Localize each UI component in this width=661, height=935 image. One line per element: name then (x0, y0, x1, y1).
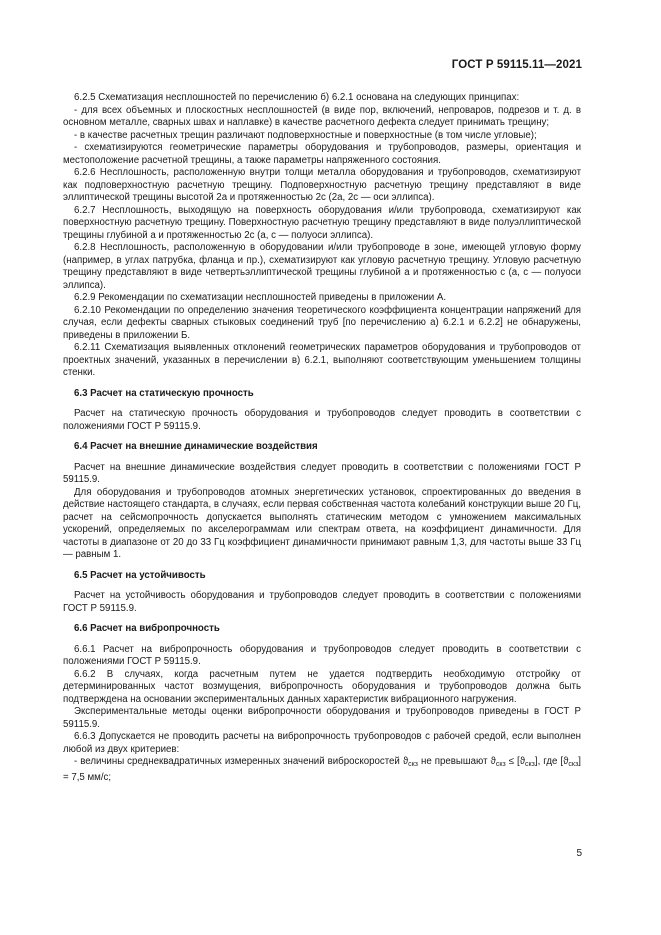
section-heading: 6.4 Расчет на внешние динамические воздействия (74, 441, 318, 452)
velocity-subscript: скз (495, 761, 506, 768)
velocity-symbol: ϑ (402, 756, 409, 767)
paragraph: Расчет на статическую прочность оборудования и трубопроводов следует проводить в соответствии с положениями ГОСТ Р 59115.9. (63, 408, 581, 432)
limit-value: ] = 7,5 мм/с; (63, 756, 581, 783)
paragraph: 6.2.11 Схематизация выявленных отклонений геометрических параметров оборудования и трубопроводов от проектных значений, указанных в перечислении в) 6.2.1, выполняют соответствующим уменьшением толщины стенки. (63, 342, 581, 378)
velocity-symbol: ϑ (490, 756, 496, 767)
document-id: ГОСТ Р 59115.11—2021 (451, 59, 582, 71)
criterion-text: - величины среднеквадратичных измеренных значений виброскоростей (74, 756, 400, 767)
paragraph: - в качестве расчетных трещин различают подповерхностные и поверхностные (в том числе угловые); (74, 129, 537, 141)
paragraph: 6.6.1 Расчет на вибропрочность оборудования и трубопроводов следует проводить в соответствии с положениями ГОСТ Р 59115.9. (63, 643, 581, 667)
paragraph: 6.2.9 Рекомендации по схематизации несплошностей приведены в приложении А. (74, 292, 447, 303)
criterion-tail: не превышают (421, 756, 488, 767)
paragraph: - схематизируются геометрические параметры оборудования и трубопроводов, размеры, ориентация и местоположение расчетной трещины, а также параметры напряженного состояния. (63, 142, 581, 166)
bracket-where: ], где [ (534, 756, 564, 767)
section-heading: 6.3 Расчет на статическую прочность (74, 387, 254, 399)
paragraph: - для всех объемных и плоскостных несплошностей (в виде пор, включений, непроваров, подрезов и т. д. в основном металле, сварных швах и наплавке) в качестве расчетного дефекта следует принимать трещину; (63, 104, 581, 128)
paragraph: 6.2.6 Несплошность, расположенную внутри толщи металла оборудования и трубопроводов, схематизируют как подповерхностную расчетную трещину. Подповерхностную расчетную трещину представляют в виде эллиптической трещины высотой 2a и протяженностью 2c (2a, 2c — оси эллипса). (63, 167, 581, 203)
page-number: 5 (576, 848, 582, 859)
paragraph: Расчет на внешние динамические воздействия следует проводить в соответствии с положениями ГОСТ Р 59115.9. (63, 461, 581, 485)
paragraph: 6.6.3 Допускается не проводить расчеты на вибропрочность трубопроводов с рабочей средой, если выполнен любой из двух критериев: (63, 731, 581, 755)
paragraph: Для оборудования и трубопроводов атомных энергетических установок, спроектированных до введения в действие настоящего стандарта, в случаях, если первая собственная частота колебаний конструкции выше 20 Гц, расчет на сейсмопрочность допускается выполнять статическим методом с умножением максимальных ускорений, определяемых по акселерограммам или спектрам ответа, на коэффициент динамичности. Для частоты в диапазоне от 20 до 33 Гц коэффициент динамичности принимают равным 1,3, для частоты выше 33 Гц — равным 1. (63, 486, 581, 560)
section-heading: 6.6 Расчет на вибропрочность (74, 623, 220, 634)
velocity-subscript: скз (568, 761, 579, 768)
section-heading: 6.5 Расчет на устойчивость (74, 569, 206, 581)
criterion-paragraph (63, 756, 581, 784)
paragraph: 6.2.8 Несплошность, расположенную в оборудовании и/или трубопроводе в зоне, имеющей угловую форму (например, в углах патрубка, фланца и пр.), схематизируют как угловую расчетную трещину. Угловую расчетную трещину представляют в виде четвертьэллиптической трещины глубиной a и протяженностью c (a, c — полуоси эллипса). (63, 242, 581, 291)
velocity-subscript: скз (525, 761, 535, 768)
paragraph: 6.2.7 Несплошность, выходящую на поверхность оборудования и/или трубопровода, схематизируют как поверхностную расчетную трещину. Поверхностную расчетную трещину представляют в виде полуэллиптической трещины глубиной a и протяженностью 2c (a, c — полуоси эллипса). (63, 204, 581, 241)
paragraph: 6.6.2 В случаях, когда расчетным путем не удается подтвердить необходимую отстройку от детерминированных частот возмущения, вибропрочность оборудования и трубопроводов должна быть подтверждена на основании экспериментальных данных характеристик вибрационного нагружения. (63, 668, 581, 705)
page-body (63, 92, 581, 784)
velocity-subscript: скз (408, 761, 419, 768)
paragraph: 6.2.5 Схематизация несплошностей по перечислению б) 6.2.1 основана на следующих принципах: (74, 92, 520, 103)
velocity-symbol: ϑ (563, 756, 569, 767)
paragraph: Расчет на устойчивость оборудования и трубопроводов следует проводить в соответствии с положениями ГОСТ Р 59115.9. (63, 590, 581, 614)
leq-bracket: ≤ [ (508, 756, 520, 767)
paragraph: 6.2.10 Рекомендации по определению значения теоретического коэффициента концентрации напряжений для случая, если дефекты сварных стыковых соединений труб [по перечислению а) 6.2.1 и 6.2.2] не обнаружены, приведены в приложении Б. (63, 304, 581, 341)
velocity-symbol: ϑ (519, 756, 526, 767)
paragraph: Экспериментальные методы оценки вибропрочности оборудования и трубопроводов приведены в ГОСТ Р 59115.9. (63, 706, 581, 730)
